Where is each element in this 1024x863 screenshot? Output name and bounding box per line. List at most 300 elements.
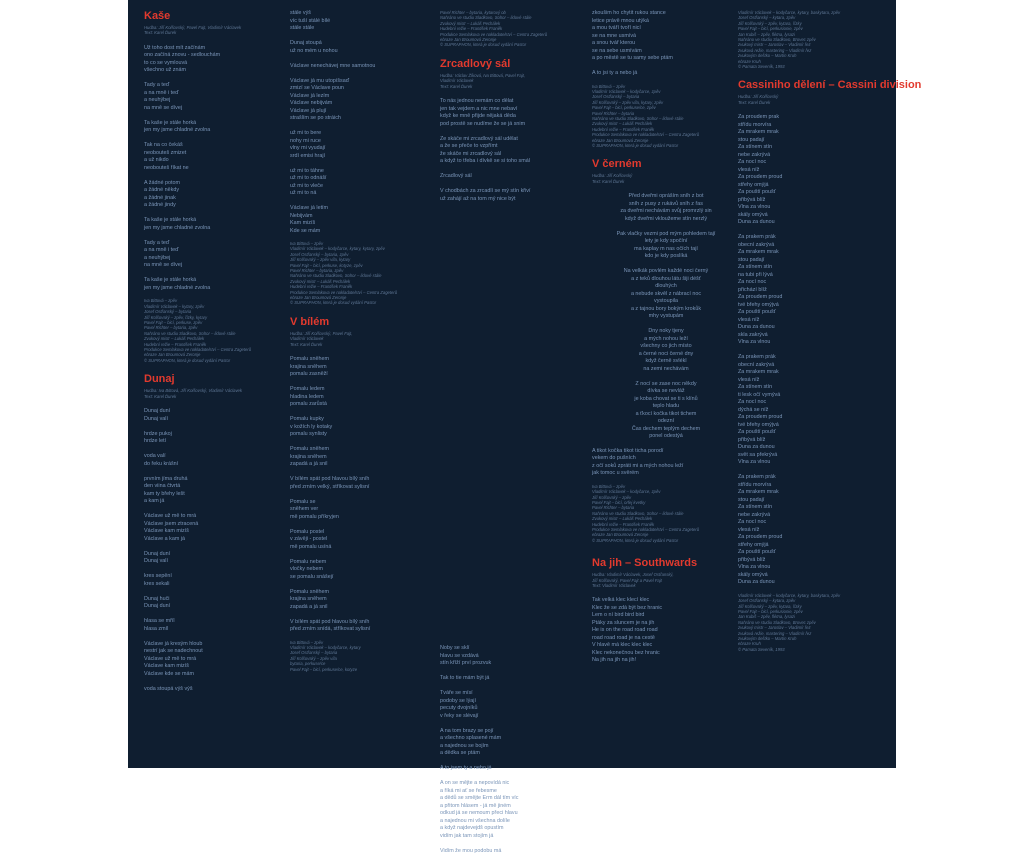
credit-line: Iva Bittová – zpěv xyxy=(290,241,324,246)
song-credits xyxy=(290,640,438,672)
lyric-line: že skáče mi zrcadlový sál xyxy=(440,150,502,157)
stanza-gap xyxy=(440,773,588,781)
stanza-gap xyxy=(144,633,292,641)
lyrics xyxy=(592,10,740,78)
lyric-line: mhy vystupám xyxy=(648,313,684,320)
lyric-line: Duna za dunou xyxy=(738,579,775,586)
lyric-line: vlesá níž xyxy=(738,376,760,383)
song-credits xyxy=(290,241,438,306)
lyric-line: Za nocí noc xyxy=(738,399,767,406)
song-credits xyxy=(144,298,292,363)
credit-line: ebraze Jan Broumová Zeronje xyxy=(592,137,649,143)
song-block xyxy=(144,10,292,363)
lyric-line: Za pouští poušť xyxy=(738,549,776,556)
lyric-line: a dědka se ptám xyxy=(440,750,480,757)
stanza-gap xyxy=(290,70,438,78)
song-authors xyxy=(592,173,740,184)
lyric-line: v kožích ly kotaky xyxy=(290,423,333,430)
lyric-line: na zemi nechávám xyxy=(643,365,689,372)
lyric-line: Duna za dunou xyxy=(738,324,775,331)
lyric-line: He is on the road road road xyxy=(592,627,658,634)
lyric-line: To nás jednou nemám co dělat xyxy=(440,98,514,105)
lyric-line: stále stále xyxy=(290,25,315,31)
lyric-line: Václave a kam já xyxy=(144,535,186,542)
stanza-gap xyxy=(144,566,292,574)
song-authors xyxy=(440,73,588,89)
lyric-line: mě pomalu usíná xyxy=(290,543,332,550)
credit-line: Vladimír Václavek – kodyčarce, kytary, kytary, zpěv xyxy=(290,246,385,252)
song-authors xyxy=(738,94,886,105)
credit-line: Produkce Semlakova ve nakladatelství – Centra Zageterů xyxy=(290,289,398,295)
credit-line: Hudební režie – František Franěk xyxy=(440,26,503,32)
lyric-line: a dědů se smějte Erm dál tím víc xyxy=(440,795,519,802)
credit-line: Zvukový mistr – Lukáš Pechálek xyxy=(290,278,351,284)
lyric-line: vločky nebem xyxy=(290,566,323,573)
lyrics xyxy=(290,356,438,634)
lyric-line: to co se vymlouvá xyxy=(144,59,188,66)
lyric-line: a neuhýbej xyxy=(144,254,171,261)
lyric-line: Václave nenechávej mne samotnou xyxy=(290,62,376,69)
stanza-gap xyxy=(144,172,292,180)
credit-line: ebraze Jan Broumová Zeronje xyxy=(290,295,347,301)
lyric-line: a když to třeba i dívkě se si toho smál xyxy=(440,158,530,165)
lyric-line: kam ty břehy lešt xyxy=(144,490,185,497)
lyric-line: Za mrakem mrak xyxy=(738,129,779,136)
stanza-gap xyxy=(144,423,292,431)
lyric-line: strašlím se po stráich xyxy=(290,115,341,121)
lyric-line: hlasa se mříl xyxy=(144,618,175,624)
credit-line: Josef Ostřanský – kytara, zpěv xyxy=(738,15,796,21)
lyric-line: a žádné někdy xyxy=(144,187,180,194)
author-line: Text: Karel Ďurek xyxy=(144,30,177,36)
song-block xyxy=(738,79,922,652)
credit-line: Pavel Richter – bytaria, kytarový ob xyxy=(440,10,506,15)
author-line: Jiří Kolšovský, Pavel Fajt a Pavel Fajt xyxy=(592,577,662,583)
lyric-line: pomalu zarůstá xyxy=(290,401,327,408)
lyric-line: už mi to ná xyxy=(290,190,317,196)
lyric-line: Za stínem stín xyxy=(738,504,773,511)
credit-line: Hudební režie – František Franěk xyxy=(290,284,353,290)
credit-line: © Pamata Seveník, 1993 xyxy=(738,646,785,652)
lyric-line: Václave já letím xyxy=(290,205,329,211)
credit-line: Pavel Fajt – bicí, perkuse, zpěv xyxy=(144,319,203,325)
lyric-line: Pomalu ledem xyxy=(290,386,325,393)
lyric-line: Dunaj valí xyxy=(144,415,168,422)
song-block xyxy=(144,373,292,693)
stanza-gap xyxy=(592,321,740,329)
song-title: V bílém xyxy=(290,315,330,328)
lyric-line: stou padají xyxy=(738,496,765,503)
lyric-line: se na mne usmívá xyxy=(592,32,637,39)
lyric-line: už zahájí až na tom mý nice být xyxy=(440,195,516,202)
lyric-line: a z teků dlouhou látu šiji déšť xyxy=(631,275,701,282)
lyric-line: svět sa překrývá xyxy=(738,451,778,458)
song-title: Cassiniho dělení – Cassini division xyxy=(738,79,922,92)
credit-line: Pavel Fajt – bicí, perkusionie, zpěv xyxy=(738,609,803,614)
credit-line: Jiří Kolšovský – zpěv, řízky, kytary xyxy=(144,314,208,320)
song-title: Na jih – Southwards xyxy=(592,557,698,570)
lyric-line: neobouteš zmizet xyxy=(144,149,187,156)
credit-line: Produkce Semlakova ve nakladatelství – Centra Zageterů xyxy=(592,526,700,532)
lyric-line: už mi to bere xyxy=(290,130,322,136)
lyric-line: na mně se dívej xyxy=(144,262,183,269)
lyrics xyxy=(144,408,292,693)
credit-line: Vladimír Václavek – kytary, zpěv xyxy=(144,303,205,309)
credit-line: Nahráno ve studiu Sladkovo, Sohor – lidové stále xyxy=(440,15,532,21)
lyric-line: zmizí se Václave poun xyxy=(290,85,344,91)
lyric-line: Vidím že mou podobu má xyxy=(440,847,502,854)
lyric-line: ponel odestýá xyxy=(649,433,683,440)
lyric-line: a najednou se bojím xyxy=(440,742,489,749)
credit-line: Pavel Richter – bytaria, zpěv xyxy=(144,325,198,331)
stanza-gap xyxy=(290,33,438,41)
author-line: Hudba: Jiří Kolšovský xyxy=(592,173,633,179)
credit-line: zvukovým deštko – Martin Kruh xyxy=(738,636,797,642)
lyric-line: jen my jsme chladné zvolna xyxy=(144,127,211,134)
lyric-line: Duna za dunou xyxy=(738,219,775,226)
lyric-line: zapadá a já snil xyxy=(290,603,328,610)
song-block xyxy=(440,645,588,855)
credit-line: Pavel Richter – bytaria xyxy=(592,505,635,511)
lyric-line: Za stínem stín xyxy=(738,264,773,271)
credit-line: Nahráno ve studiu Sladkovo, Sohor – lidové stále xyxy=(144,330,236,336)
lyric-line: všechno už znám xyxy=(144,67,186,74)
lyric-line: a na mně i teď xyxy=(144,247,179,254)
stanza-gap xyxy=(290,611,438,619)
lyric-line: Dunaj valí xyxy=(144,558,168,564)
stanza-gap xyxy=(440,128,588,136)
lyric-line: a mých nohou leží xyxy=(644,335,688,342)
lyric-line: Václave už mě to mrá xyxy=(144,513,197,519)
lyrics xyxy=(290,10,438,235)
lyric-line: Za prakem prák xyxy=(738,354,776,361)
credit-line: Iva Bittová – zpěv xyxy=(592,83,626,89)
stanza-gap xyxy=(290,551,438,559)
lyric-line: A on se mějte a nepovídá nic xyxy=(440,780,510,787)
lyric-line: Čas dechem teplým dechem xyxy=(631,425,701,432)
lyric-line: Ptáky za sluncem je na jih xyxy=(592,619,655,626)
lyric-line: Václave já plují xyxy=(290,107,327,114)
column-2 xyxy=(290,10,438,682)
song-block xyxy=(592,10,740,148)
lyric-line: Už toho dost mít začínám xyxy=(144,44,206,51)
stanza-gap xyxy=(440,758,588,766)
song-block xyxy=(738,10,886,69)
lyric-line: Pomalu sněhem xyxy=(290,588,329,595)
credit-line: Josef Ostřanský – bytaria xyxy=(290,650,338,656)
lyric-line: Na velkák povlém každé noci černý xyxy=(623,268,709,275)
author-line: Text: Karel Ďurek xyxy=(440,83,473,89)
lyric-line: Ta kaše je stále horká xyxy=(144,277,197,284)
lyric-line: Za proudem proud xyxy=(738,174,783,181)
credit-line: zvuková režie, mastering – Vladimír řez xyxy=(738,630,812,636)
credit-line: Pavel Richter – bytaria xyxy=(592,110,635,116)
credit-line: Jiří Kolšovský – zpěv víla xyxy=(290,655,337,661)
lyric-line: a žádné jindy xyxy=(144,202,176,209)
credit-line: zvukovým deštko – Martin Kruh xyxy=(738,53,797,59)
song-block xyxy=(440,10,588,48)
lyric-line: všechny co jich místo xyxy=(640,343,692,350)
credit-line: © SUPRAPHON, která je dosud vydání Pastor xyxy=(290,300,377,306)
lyric-line: a nebude skvěl z nábrací noc xyxy=(630,290,702,297)
lyric-line: V hlavě má klec klec klec xyxy=(592,642,653,649)
column-1 xyxy=(144,10,292,701)
song-credits xyxy=(738,10,886,69)
lyric-line: přibývá blíž xyxy=(738,436,766,443)
lyric-line: a když najdevejdš opustím xyxy=(440,825,504,832)
lyrics-sheet xyxy=(128,0,922,854)
lyric-line: lety je kdy spočíní xyxy=(644,238,688,245)
stanza-gap xyxy=(144,611,292,619)
lyric-line: už mi to táhne xyxy=(290,167,324,174)
credit-line: © SUPRAPHON, která je dosud vydání Pastor xyxy=(592,537,679,543)
lyric-line: pod prostě se nudíme že se já snim xyxy=(440,120,526,127)
lyric-line: střehy omýjá xyxy=(738,181,769,188)
lyric-line: Kde se mám xyxy=(290,227,321,234)
author-line: Text: Vladimír Václavek xyxy=(592,582,636,588)
lyric-line: na tubi při lývá xyxy=(738,271,773,278)
lyric-line: a žádné jinak xyxy=(144,194,176,201)
lyric-line: když ke mně přijde nějaká děda xyxy=(440,113,516,120)
lyric-line: Pomalu sněhem xyxy=(290,356,329,363)
lyric-line: Pak vlačky vezmi pod mým pohledem tají xyxy=(616,230,716,237)
lyrics xyxy=(592,193,740,441)
stanza-gap xyxy=(144,210,292,218)
lyric-line: podoby se lýají xyxy=(440,697,476,704)
lyric-line: Václave kam mizíš xyxy=(144,528,189,534)
lyric-line: Zrcadlový sál xyxy=(440,173,472,180)
credit-line: Hudební režie – František Franěk xyxy=(592,126,655,132)
stanza-gap xyxy=(290,491,438,499)
lyric-line: Za proudem proud xyxy=(738,414,783,421)
lyric-line: A to jsem ty a nebo já xyxy=(440,765,492,772)
lyric-line: Tady a teď xyxy=(144,239,170,246)
lyric-line: a už nikdo xyxy=(144,157,169,164)
lyrics xyxy=(592,597,740,665)
lyric-line: Tak velká klec klecí klec xyxy=(592,597,650,604)
credit-line: Jiří Kolšovský – zpěv, kytara, řízky xyxy=(738,20,802,26)
credit-line: Iva Bittová – zpěv xyxy=(290,639,324,645)
credit-line: Vladimír Václavek – kodyčarce, zpěv xyxy=(592,88,661,94)
lyric-line: neobouteš říkat ne xyxy=(144,164,189,171)
credit-line: Vladimír Václavek – kodyčarce, kytary xyxy=(290,645,361,650)
credit-line: Jiří Kolšovský – zpěv xyxy=(592,494,632,500)
lyric-line: Tak na co čekáš xyxy=(144,142,183,149)
lyric-line: Vlna za vlnou xyxy=(738,564,771,571)
lyric-line: Dunaj stoupá xyxy=(290,40,322,46)
lyric-line: Pomalu nebem xyxy=(290,558,327,565)
lyric-line: a na mně i teď xyxy=(144,89,179,96)
lyric-line: před zrním velký, stříkovat sylisní xyxy=(290,483,370,490)
credit-line: ebraze Jan Broumová Zeronje xyxy=(440,37,497,43)
lyric-line: Za prakem prák xyxy=(738,474,776,481)
lyric-line: Za nocí noc xyxy=(738,519,767,526)
lyric-line: přichází blíž xyxy=(738,286,767,293)
credit-line: Zvukový mistr – Lukáš Pechálek xyxy=(144,336,205,342)
lyric-line: Za proudem prak xyxy=(738,114,780,121)
lyric-line: za dveřmi nechávám svůj promrzlý sin xyxy=(620,208,712,215)
lyric-line: skály omývá xyxy=(738,571,768,578)
lyric-line: vlesá níž xyxy=(738,166,760,173)
credit-line: Pavel Richter – bytaria, zpěv xyxy=(290,268,344,274)
lyric-line: střídu morvíra xyxy=(738,121,772,128)
stanza-gap xyxy=(144,112,292,120)
lyric-line: Za pouští poušť xyxy=(738,309,776,316)
lyric-line: den viina čtvrtá xyxy=(144,483,181,489)
lyric-line: Pomalu kupky xyxy=(290,416,324,423)
credit-line: Jan Kubiš – zpěv, flétna, lysazi xyxy=(738,31,795,37)
lyric-line: Václave už mě to mrá xyxy=(144,655,197,662)
lyric-line: už mi to vleče xyxy=(290,182,323,189)
lyric-line: na mně se dívej xyxy=(144,104,183,111)
lyric-line: Z nocí se zase noc někdy xyxy=(635,380,697,387)
lyric-line: Za pouští poušť xyxy=(738,189,776,196)
author-line: Text: Karel Ďurek xyxy=(738,99,771,105)
credit-line: Produkce Semlakova ve nakladatelství – Centra Zageterů xyxy=(592,132,700,138)
lyric-line: Kam mizíš xyxy=(290,220,316,226)
lyric-line: kres sekali xyxy=(144,580,170,587)
lyric-line: nebe zakrývá xyxy=(738,151,771,158)
song-authors xyxy=(592,572,740,588)
credit-line: Iva Bittová – zpěv xyxy=(144,298,178,304)
lyric-line: vekem do pušních xyxy=(592,455,636,462)
lyric-line: a přitom hlásem - já mě jiném xyxy=(440,802,511,809)
credit-line: Zvukový mistr – Lukáš Pechálek xyxy=(440,20,501,26)
lyric-line: skla zakrývá xyxy=(738,331,768,338)
lyric-line: dýchá se níž xyxy=(738,406,769,413)
credit-line: Produkce Semlakova ve nakladatelství – Centra Zageterů xyxy=(144,346,252,352)
lyric-line: Lem o ní bird bird bird xyxy=(592,612,645,619)
lyric-line: hladina ledem xyxy=(290,393,324,400)
lyric-line: Na jih na jih na jih! xyxy=(592,657,637,664)
lyric-line: vlesá níž xyxy=(738,526,760,533)
lyric-line: víc tuší stálé bílé xyxy=(290,17,331,24)
lyric-line: a snou tvář kterou xyxy=(592,40,636,46)
stanza-gap xyxy=(290,160,438,168)
stanza-gap xyxy=(738,347,886,355)
lyric-line: stín kříží prví prozvuk xyxy=(440,660,492,667)
credit-line: © SUPRAPHON, která je dosud vydání Pastor xyxy=(592,142,679,148)
lyric-line: Vlna za vlnou xyxy=(738,339,771,346)
lyric-line: Tváře se mísí xyxy=(440,690,473,697)
lyric-line: obecní zakrývá xyxy=(738,361,775,368)
song-title: Kaše xyxy=(144,10,171,22)
lyric-line: odezní xyxy=(657,418,675,425)
lyric-line: střehy omýjá xyxy=(738,541,769,548)
lyric-line: pomalu zasněží xyxy=(290,371,328,378)
lyrics xyxy=(144,45,292,293)
credit-line: Nahráno ve studiu Sladkovo, Sohor – lidové stále xyxy=(592,115,684,121)
lyric-line: Noby se sklí xyxy=(440,645,470,652)
credit-line: © SUPRAPHON, která je dosud vydání Pastor xyxy=(440,42,527,48)
credit-line: Hudební režie – František Franěk xyxy=(144,341,207,347)
lyric-line: Klec nekonečnou bez hranic xyxy=(592,649,660,656)
lyric-line: teplo hladu xyxy=(652,403,680,410)
stanza-gap xyxy=(290,439,438,447)
credit-line: Nahráno ve studiu Sladkovo, Brovec zpěv xyxy=(738,37,816,43)
credit-line: Jiří Kolšovský – zpěv, kytara, řízky xyxy=(738,603,802,609)
lyric-line: sníh z pusy z rukávů sníh z řas xyxy=(628,200,703,207)
lyric-line: a mou tváří tvoří nicí xyxy=(592,25,641,31)
lyric-line: Ta kaše je stále horká xyxy=(144,119,197,126)
lyric-line: Dny noky tjeny xyxy=(648,328,684,335)
lyric-line: Pomalu se xyxy=(290,498,316,505)
stanza-gap xyxy=(144,232,292,240)
stanza-gap xyxy=(440,668,588,676)
song-block xyxy=(440,58,588,203)
stanza-gap xyxy=(144,506,292,514)
column-4 xyxy=(592,10,740,673)
song-title: V černém xyxy=(592,158,642,171)
author-line: Hudba: Jiří Kolšovský, Pavel Fajt, Vladimír Václavek xyxy=(144,25,242,30)
lyric-line: a ťkocí kočka tikot tichem xyxy=(635,410,697,417)
song-authors xyxy=(144,25,292,36)
lyric-line: ma kaplay m nas očích tají xyxy=(634,245,698,252)
lyric-line: hlavu se vzdává xyxy=(440,652,479,659)
lyric-line: Duna za dunou xyxy=(738,444,775,451)
lyric-line: a že se přeče to vzpřímt xyxy=(440,143,498,150)
stanza-gap xyxy=(592,373,740,381)
lyric-line: už no mém u nohou xyxy=(290,47,338,54)
lyric-line: skály omývá xyxy=(738,211,768,218)
lyric-line: vidím jak tam stojím já xyxy=(440,832,494,839)
credit-line: ebraze Jan Broumová Zeronje xyxy=(592,532,649,538)
lyric-line: Václave jsem ztracená xyxy=(144,520,199,527)
lyric-line: hrdze letí xyxy=(144,438,167,444)
lyric-line: A na tom brazy se pojí xyxy=(440,727,494,734)
stanza-gap xyxy=(738,227,886,235)
credit-line: Produkce Semlakova ve nakladatelství – Centra Zageterů xyxy=(440,31,548,37)
lyric-line: Za mrakem mrak xyxy=(738,489,779,496)
lyric-line: Za nocí noc xyxy=(738,159,767,166)
stanza-gap xyxy=(144,678,292,686)
credit-line: ebraze Jan Broumová Zeronje xyxy=(144,352,201,358)
lyric-line: Dunaj duní xyxy=(144,408,171,414)
lyrics xyxy=(592,448,740,478)
lyric-line: A tikot kočka tikot ticha porodí xyxy=(592,447,664,454)
lyric-line: Ta kaše je stále horká xyxy=(144,217,197,224)
lyric-line: Za proudem proud xyxy=(738,294,783,301)
lyric-line: zapadá a já snil xyxy=(290,461,328,468)
song-authors xyxy=(290,331,438,347)
lyric-line: Dunaj huči xyxy=(144,595,170,602)
lyric-line: Za stínem stín xyxy=(738,384,773,391)
lyric-line: hrdze pukoj xyxy=(144,430,172,437)
stanza-gap xyxy=(144,543,292,551)
lyric-line: Před dveřmi opráším sníh z bot xyxy=(628,193,704,200)
credit-line: Zvukový mistr – Lukáš Pechálek xyxy=(592,121,653,127)
stanza-gap xyxy=(440,683,588,691)
stanza-gap xyxy=(440,181,588,189)
credit-line: Iva Bittová – zpěv xyxy=(592,483,626,489)
author-line: Hudba: Vladimír Václavek, Josef Ostřanský, xyxy=(592,572,674,578)
lyric-line: z očí soků zpráti mi a mých nohou leží xyxy=(592,462,684,469)
lyric-line: v závěji - postel xyxy=(290,536,328,543)
lyric-line: a neuhýbej xyxy=(144,97,171,104)
lyric-line: tvé břehy omýjvá xyxy=(738,421,779,428)
credit-line: Josef Ostřanský – bytaria, zpěv xyxy=(290,251,349,257)
lyric-line: vlny mi vyudají xyxy=(290,145,326,151)
lyric-line: kres sepění xyxy=(144,573,172,579)
lyric-line: Za proudem proud xyxy=(738,534,783,541)
lyric-line: prvním jíma druhá xyxy=(144,475,188,482)
stanza-gap xyxy=(592,63,740,71)
lyric-line: vlesá níž xyxy=(738,316,760,323)
column-5 xyxy=(738,10,922,662)
lyric-line: V chodbách za zrcadlí se mý stín křiví xyxy=(440,188,531,195)
credit-line: Pavel Fajt – bicí, perkuse/ce, zpěv xyxy=(592,105,656,111)
lyric-line: pecuty dvojníků xyxy=(440,705,478,712)
